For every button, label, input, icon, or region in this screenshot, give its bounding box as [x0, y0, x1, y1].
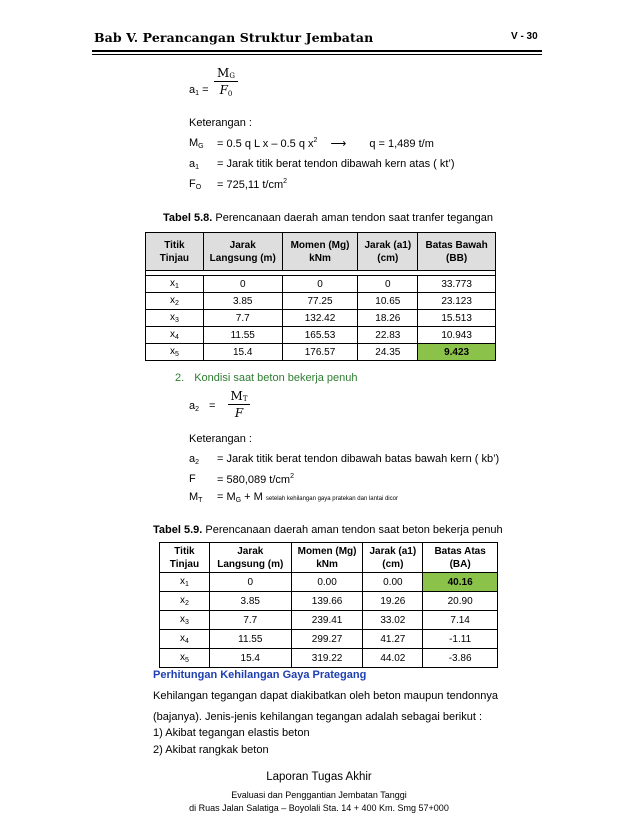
ket1-fo-def: = 725,11 $t/cm^2$ — [217, 178, 288, 191]
table-5-9 — [159, 542, 498, 668]
th-titik: Titik Tinjau — [160, 543, 210, 573]
footer-project-title: Evaluasi dan Penggantian Jembatan Tanggi — [231, 790, 407, 800]
th-jarak-langsung: Jarak Langsung (m) — [209, 543, 291, 573]
header-rule-thin — [92, 54, 542, 55]
table-header-row — [160, 543, 498, 573]
loss-list-item: 2) Akibat rangkak beton — [153, 744, 269, 756]
table-5-8 — [145, 232, 496, 361]
ket2-a2-def: = Jarak titik berat tendon dibawah batas bawah kern ( kb’) — [217, 453, 500, 465]
highlighted-min-value: 9.423 — [418, 344, 496, 361]
loss-paragraph-line-1: Kehilangan tegangan dapat diakibatkan oleh beton maupun tendonnya — [153, 690, 498, 702]
th-titik: Titik Tinjau — [146, 233, 204, 271]
table-row: $x_1$ 0 0 0 33.773 — [146, 276, 496, 293]
footer-project-location: di Ruas Jalan Salatiga – Boyolali Sta. 14 + 400 Km. Smg 57+000 — [189, 803, 449, 813]
formula-1-lhs: $a_1$ = — [189, 84, 209, 97]
formula-2-lhs: $a_2$ = — [189, 400, 216, 413]
th-momen: Momen (Mg) kNm — [282, 233, 358, 271]
table-row: $x_5$ 15.4 176.57 24.35 9.423 — [146, 344, 496, 361]
section-2-heading: 2. Kondisi saat beton bekerja penuh — [175, 372, 358, 384]
table-row: $x_3$ 7.7 239.41 33.02 7.14 — [160, 611, 498, 630]
loss-list-item: 1) Akibat tegangan elastis beton — [153, 727, 310, 739]
ket2-sym-mt: $M_T$ — [189, 491, 203, 504]
footer-report-title: Laporan Tugas Akhir — [266, 771, 372, 783]
ket1-sym-a1: $a_1$ — [189, 158, 200, 171]
table-row: $x_5$ 15.4 319.22 44.02 -3.86 — [160, 649, 498, 668]
ket2-mt-def: = $M_G + M$ setelah kehilangan gaya pratekan dan lantai dicor — [217, 491, 398, 504]
ket2-sym-a2: $a_2$ — [189, 453, 200, 466]
section-heading-loss: Perhitungan Kehilangan Gaya Prategang — [153, 669, 367, 681]
formula-1-fraction: MG F0 — [214, 66, 238, 98]
formula-2-fraction: MT F — [228, 389, 250, 420]
keterangan-1-label: Keterangan : — [189, 117, 252, 129]
table-row: $x_1$ 0 0.00 0.00 40.16 — [160, 573, 498, 592]
table-5-9-caption: Tabel 5.9. Perencanaan daerah aman tendon saat beton bekerja penuh — [153, 524, 503, 536]
keterangan-2-label: Keterangan : — [189, 433, 252, 445]
ket2-sym-f: F — [189, 473, 196, 485]
loss-paragraph-line-2: (bajanya). Jenis-jenis kehilangan tegangan adalah sebagai berikut : — [153, 711, 483, 723]
ket1-sym-mg: $M_G$ — [189, 137, 204, 150]
th-batas-atas: Batas Atas (BA) — [423, 543, 498, 573]
highlighted-max-value: 40.16 — [423, 573, 498, 592]
th-jarak-a1: Jarak (a1) (cm) — [358, 233, 418, 271]
th-jarak-a1: Jarak (a1) (cm) — [363, 543, 423, 573]
table-row: $x_2$ 3.85 77.25 10.65 23.123 — [146, 293, 496, 310]
header-rule — [92, 50, 542, 52]
ket1-sym-fo: $F_O$ — [189, 178, 202, 191]
ket1-a1-def: = Jarak titik berat tendon dibawah kern atas ( kt’) — [217, 158, 455, 170]
chapter-title: Bab V. Perancangan Struktur Jembatan — [94, 30, 374, 45]
table-row: $x_4$ 11.55 165.53 22.83 10.943 — [146, 327, 496, 344]
table-header-row — [146, 233, 496, 271]
ket1-mg-def: = 0.5 q L x – 0.5 q $x^2$ ⟶ q = 1,489 t/m — [217, 137, 434, 150]
page-number: V - 30 — [511, 31, 538, 42]
ket2-f-def: = 580,089 $t/cm^2$ — [217, 473, 294, 486]
th-momen: Momen (Mg) kNm — [291, 543, 363, 573]
table-5-8-caption: Tabel 5.8. Perencanaan daerah aman tendon saat tranfer tegangan — [163, 212, 494, 224]
th-jarak-langsung: Jarak Langsung (m) — [203, 233, 282, 271]
table-row: $x_3$ 7.7 132.42 18.26 15.513 — [146, 310, 496, 327]
table-row: $x_2$ 3.85 139.66 19.26 20.90 — [160, 592, 498, 611]
table-row: $x_4$ 11.55 299.27 41.27 -1.11 — [160, 630, 498, 649]
th-batas-bawah: Batas Bawah (BB) — [418, 233, 496, 271]
